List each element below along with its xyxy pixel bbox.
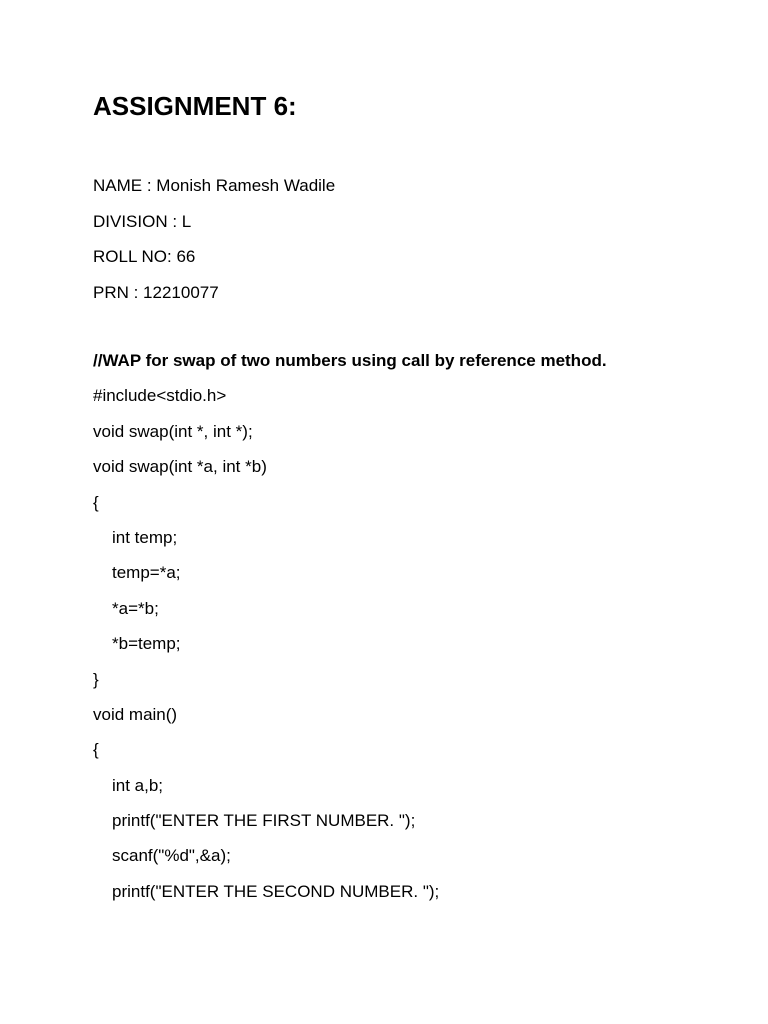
code-line: temp=*a;	[112, 563, 181, 583]
code-line: *b=temp;	[112, 634, 181, 654]
student-prn: PRN : 12210077	[93, 282, 219, 302]
code-line: void swap(int *a, int *b)	[93, 457, 267, 477]
code-line: }	[93, 669, 99, 689]
code-comment-line: //WAP for swap of two numbers using call by reference method.	[93, 351, 607, 370]
page-title: ASSIGNMENT 6:	[93, 91, 297, 121]
code-line: #include<stdio.h>	[93, 386, 227, 406]
code-line: {	[93, 492, 99, 512]
code-line: scanf("%d",&a);	[112, 846, 231, 866]
student-division: DIVISION : L	[93, 211, 192, 231]
code-line: printf("ENTER THE FIRST NUMBER. ");	[112, 811, 416, 831]
student-info	[93, 168, 335, 310]
code-line: printf("ENTER THE SECOND NUMBER. ");	[112, 881, 440, 901]
code-line: int a,b;	[112, 775, 164, 795]
code-line: int temp;	[112, 527, 178, 547]
code-line: *a=*b;	[112, 598, 159, 618]
student-name: NAME : Monish Ramesh Wadile	[93, 176, 336, 195]
student-roll-no: ROLL NO: 66	[93, 247, 196, 266]
code-line: void main()	[93, 704, 178, 724]
code-listing	[93, 343, 607, 909]
code-line: void swap(int *, int *);	[93, 421, 253, 441]
code-line: {	[93, 740, 99, 760]
